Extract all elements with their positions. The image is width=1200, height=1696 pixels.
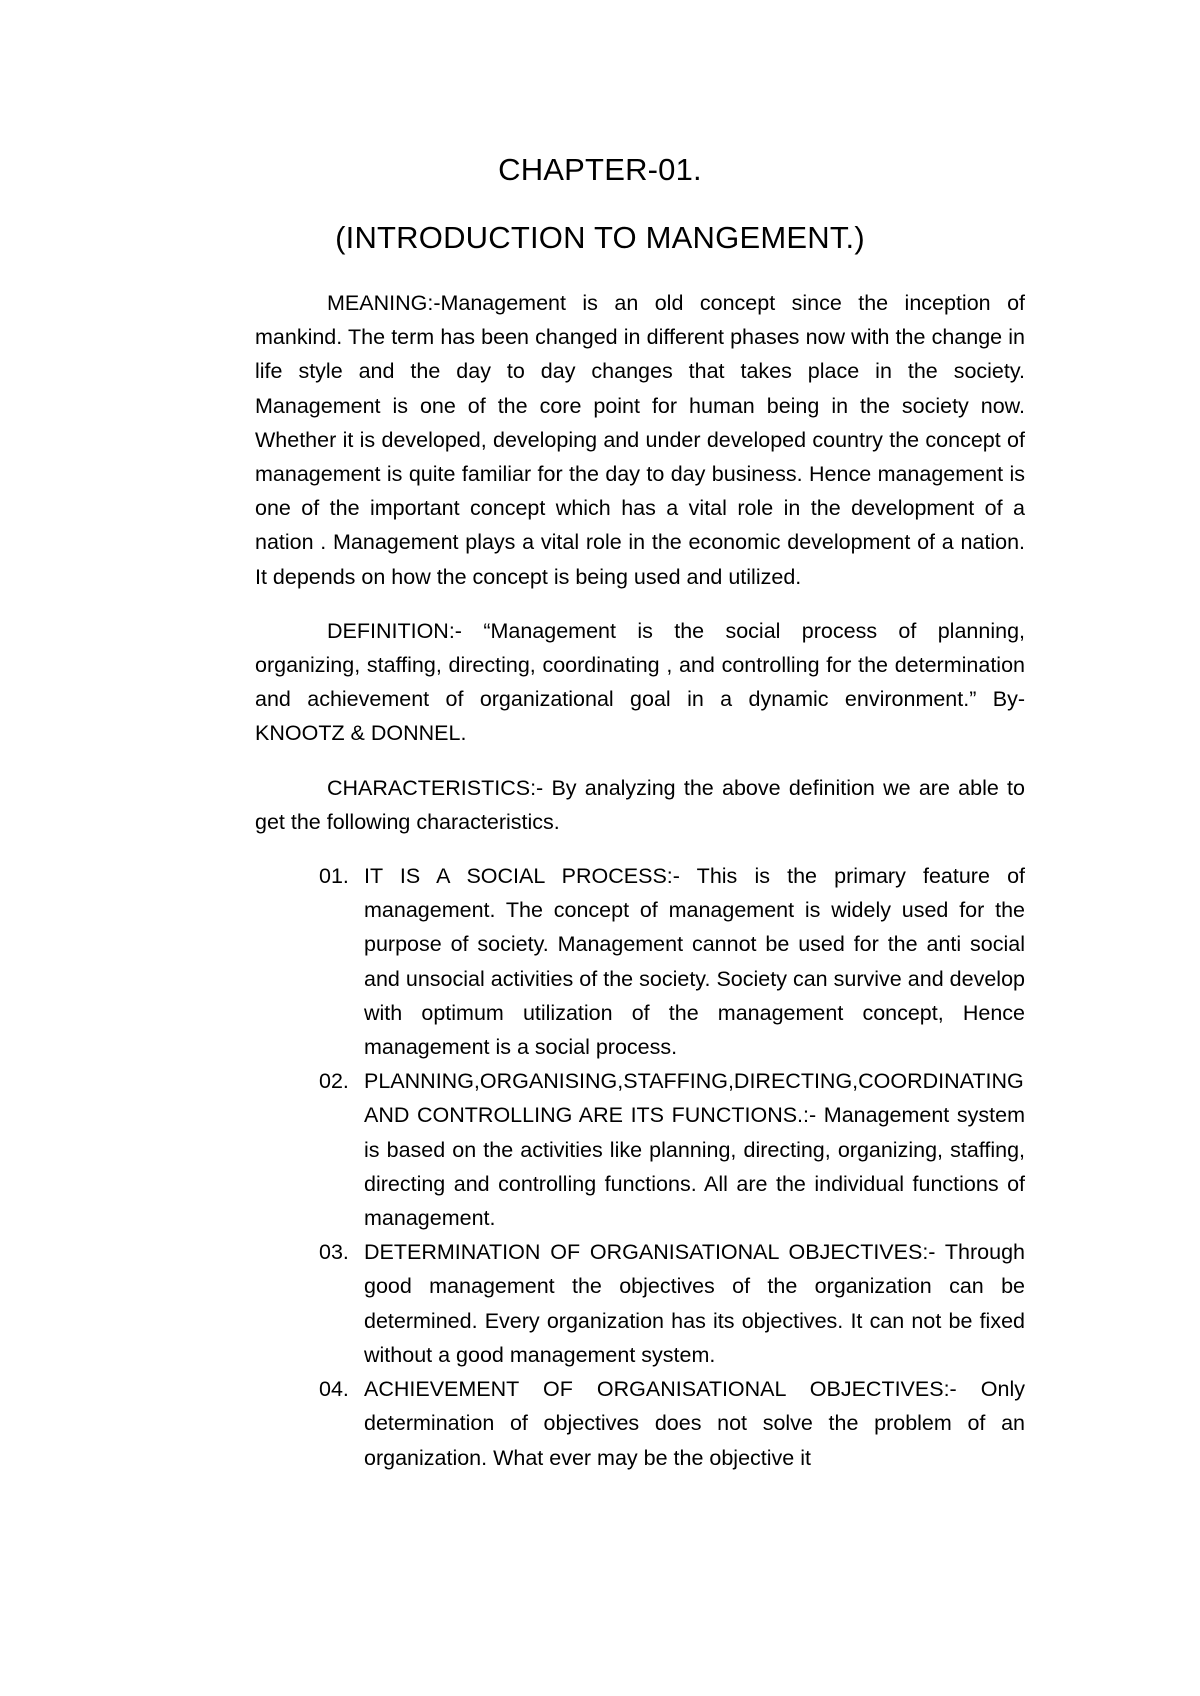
chapter-heading: CHAPTER-01. bbox=[498, 152, 702, 187]
definition-paragraph: DEFINITION:- “Management is the social process of planning, organizing, staffing, directing, coordinating , and controlling for the determination and achievement of organizational goal in a dynamic environment.” By- KNOOTZ & DONNEL. bbox=[255, 618, 1025, 746]
list-item bbox=[319, 1372, 1025, 1475]
document-body bbox=[255, 286, 1025, 1475]
characteristics-paragraph: CHARACTERISTICS:- By analyzing the above definition we are able to get the following characteristics. bbox=[255, 775, 1025, 834]
list-item-text: ACHIEVEMENT OF ORGANISATIONAL OBJECTIVES:- Only determination of objectives does not solve the problem of an organization. What ever may be the objective it bbox=[364, 1377, 1025, 1470]
list-item bbox=[319, 859, 1025, 1064]
list-item-number: 04. bbox=[319, 1377, 349, 1402]
chapter-subtitle: (INTRODUCTION TO MANGEMENT.) bbox=[335, 220, 865, 255]
list-item-text: IT IS A SOCIAL PROCESS:- This is the primary feature of management. The concept of management is widely used for the purpose of society. Management cannot be used for the anti social and unsocial activities of the society. Society can survive and develop with optimum utilization of the management concept, Hence management is a social process. bbox=[364, 864, 1025, 1060]
list-item-number: 01. bbox=[319, 864, 349, 889]
list-item bbox=[319, 1064, 1025, 1235]
list-item-text: PLANNING,ORGANISING,STAFFING,DIRECTING,COORDINATING AND CONTROLLING ARE ITS FUNCTIONS.:- Management system is based on the activities like planning, directing, organizing, staffing, directing and controlling functions. All are the individual functions of management. bbox=[364, 1069, 1025, 1231]
characteristics-list bbox=[255, 859, 1025, 1475]
list-item-number: 02. bbox=[319, 1069, 349, 1094]
list-item bbox=[319, 1235, 1025, 1372]
meaning-paragraph: MEANING:-Management is an old concept since the inception of mankind. The term has been changed in different phases now with the change in life style and the day to day changes that takes place in the society. Management is one of the core point for human being in the society now. Whether it is developed, developing and under developed country the concept of management is quite familiar for the day to day business. Hence management is one of the important concept which has a vital role in the development of a nation . Management plays a vital role in the economic development of a nation. It depends on how the concept is being used and utilized. bbox=[255, 291, 1025, 589]
list-item-number: 03. bbox=[319, 1240, 349, 1265]
list-item-text: DETERMINATION OF ORGANISATIONAL OBJECTIVES:- Through good management the objectives of the organization can be determined. Every organization has its objectives. It can not be fixed without a good management system. bbox=[364, 1240, 1025, 1367]
